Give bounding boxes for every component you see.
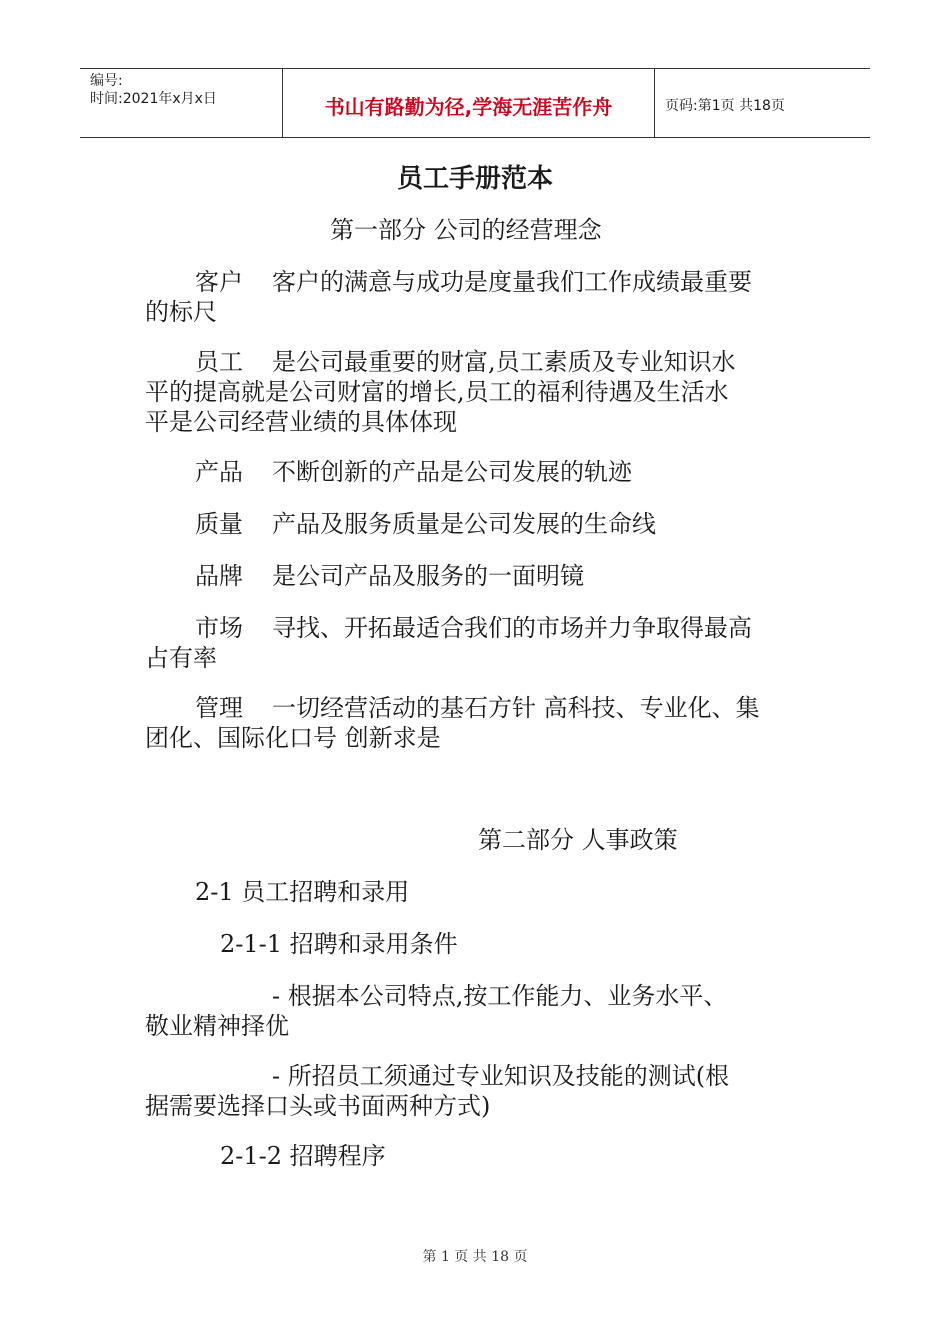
document-title: 员工手册范本 <box>396 164 553 194</box>
item1-line1: - 根据本公司特点,按工作能力、业务水平、 <box>272 982 728 1010</box>
para-employee-line1: 是公司最重要的财富,员工素质及专业知识水 <box>272 348 736 376</box>
para-management-term: 管理 <box>195 694 243 722</box>
item2-line2: 据需要选择口头或书面两种方式) <box>145 1092 491 1120</box>
para-employee-line3: 平是公司经营业绩的具体体现 <box>145 408 457 436</box>
para-quality-term: 质量 <box>195 510 243 538</box>
para-brand-term: 品牌 <box>195 562 243 590</box>
para-management-line2: 团化、国际化口号 创新求是 <box>145 724 441 752</box>
part1-title: 第一部分 公司的经营理念 <box>330 216 602 244</box>
time-label: 时间:2021年x月x日 <box>90 91 217 107</box>
page-footer: 第 1 页 共 18 页 <box>422 1249 528 1265</box>
item1-line2: 敬业精神择优 <box>145 1012 289 1040</box>
para-brand-line1: 是公司产品及服务的一面明镜 <box>272 562 584 590</box>
section-2-1-1: 2-1-1 招聘和录用条件 <box>220 930 458 958</box>
document-header <box>80 68 870 138</box>
para-management-line1: 一切经营活动的基石方针 高科技、专业化、集 <box>272 694 760 722</box>
item2-line1: - 所招员工须通过专业知识及技能的测试(根 <box>272 1062 730 1090</box>
para-employee-term: 员工 <box>195 348 243 376</box>
number-label: 编号: <box>90 73 123 89</box>
header-motto: 书山有路勤为径,学海无涯苦作舟 <box>282 69 655 137</box>
header-page-info: 页码:第1页 共18页 <box>665 98 785 114</box>
section-2-1: 2-1 员工招聘和录用 <box>195 878 410 906</box>
para-customer-line2: 的标尺 <box>145 298 217 326</box>
para-market-line1: 寻找、开拓最适合我们的市场并力争取得最高 <box>272 614 752 642</box>
para-employee-line2: 平的提高就是公司财富的增长,员工的福利待遇及生活水 <box>145 378 729 406</box>
para-customer-term: 客户 <box>195 268 243 296</box>
para-customer-line1: 客户的满意与成功是度量我们工作成绩最重要 <box>272 268 752 296</box>
para-market-term: 市场 <box>195 614 243 642</box>
header-meta <box>80 69 282 137</box>
para-market-line2: 占有率 <box>145 644 217 672</box>
para-product-term: 产品 <box>195 458 243 486</box>
para-product-line1: 不断创新的产品是公司发展的轨迹 <box>272 458 632 486</box>
para-quality-line1: 产品及服务质量是公司发展的生命线 <box>272 510 656 538</box>
part2-title: 第二部分 人事政策 <box>478 826 678 854</box>
section-2-1-2: 2-1-2 招聘程序 <box>220 1142 386 1170</box>
